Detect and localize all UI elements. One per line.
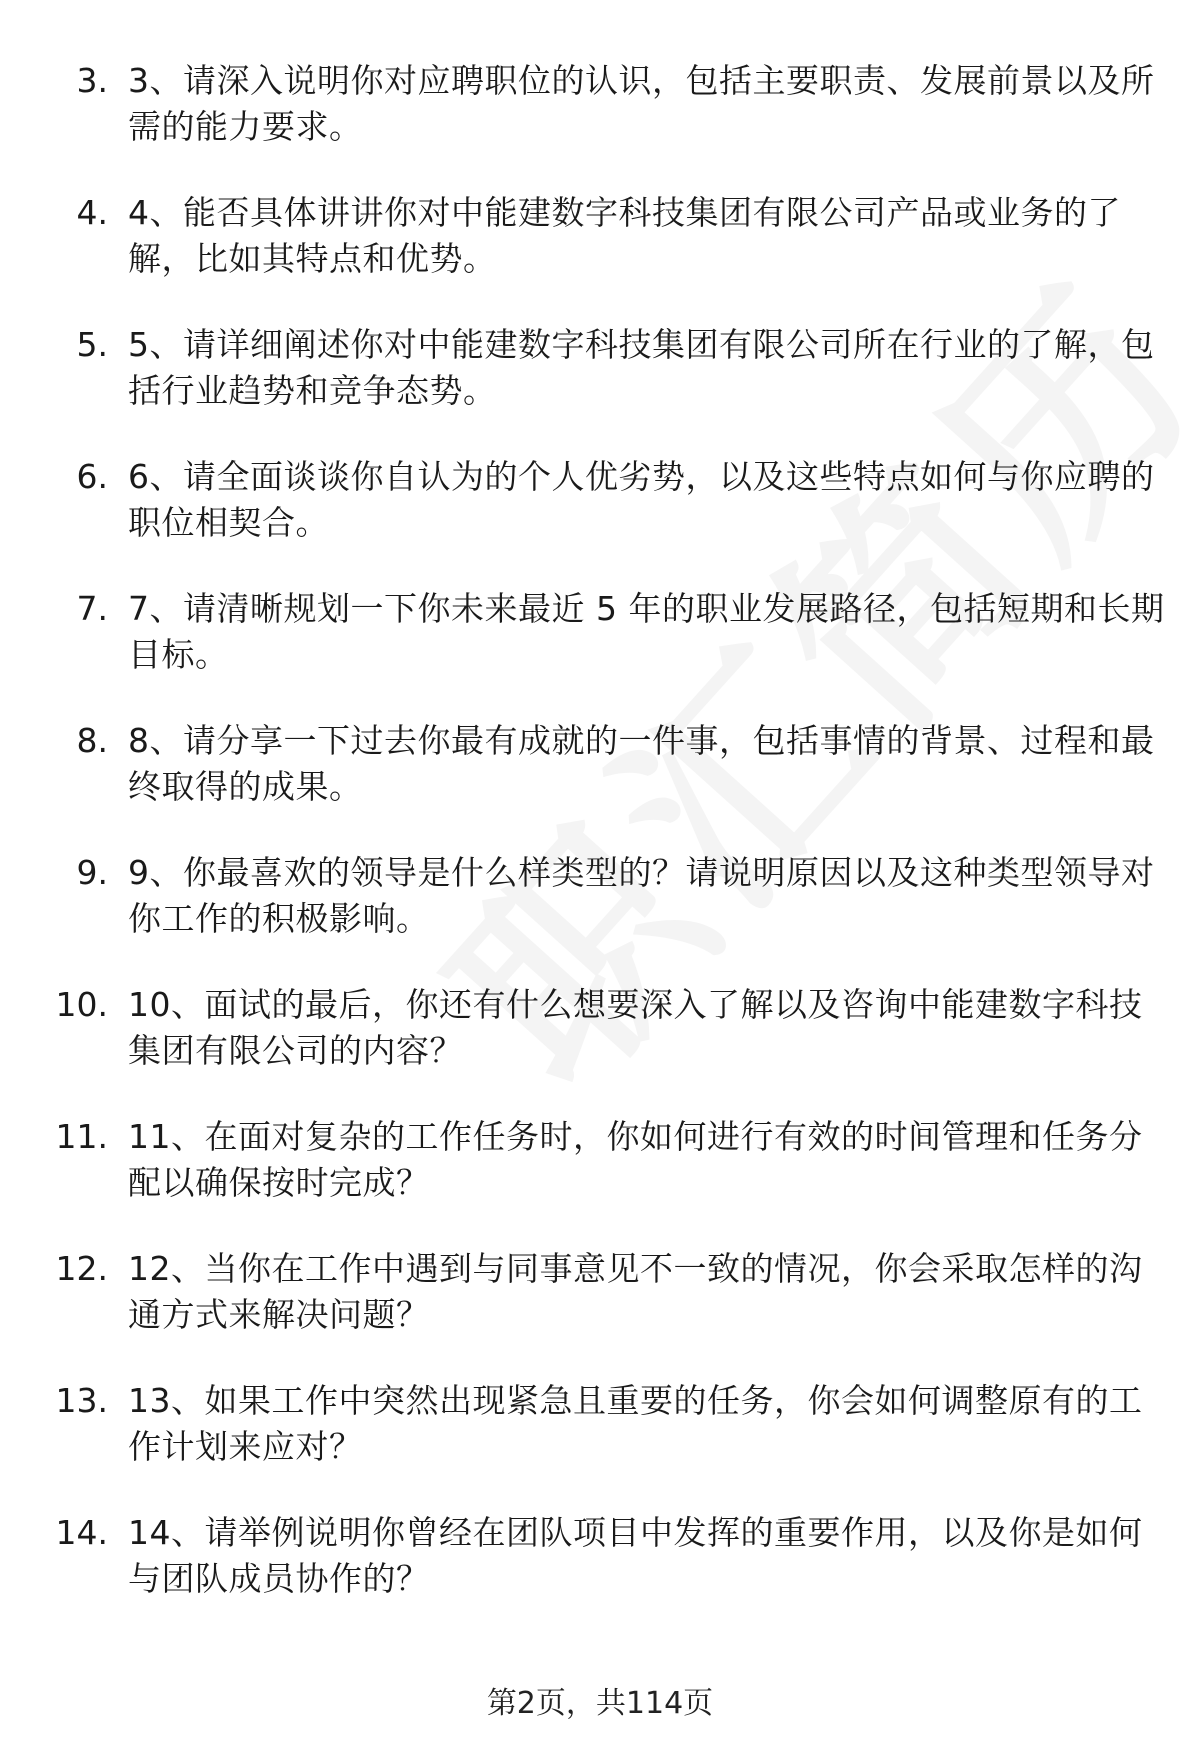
list-item	[0, 1510, 1200, 1602]
list-item	[0, 322, 1200, 414]
list-item	[0, 1246, 1200, 1338]
question-number: 5.	[76, 325, 108, 364]
list-item	[0, 190, 1200, 282]
question-text: 12、当你在工作中遇到与同事意见不一致的情况，你会采取怎样的沟通方式来解决问题？	[128, 1249, 1143, 1334]
question-text: 3、请深入说明你对应聘职位的认识，包括主要职责、发展前景以及所需的能力要求。	[128, 61, 1155, 146]
question-text: 13、如果工作中突然出现紧急且重要的任务，你会如何调整原有的工作计划来应对？	[128, 1381, 1143, 1466]
question-text: 7、请清晰规划一下你未来最近 5 年的职业发展路径，包括短期和长期目标。	[128, 589, 1165, 674]
list-item	[0, 718, 1200, 810]
question-text: 6、请全面谈谈你自认为的个人优劣势，以及这些特点如何与你应聘的职位相契合。	[128, 457, 1155, 542]
question-text: 5、请详细阐述你对中能建数字科技集团有限公司所在行业的了解，包括行业趋势和竞争态势。	[128, 325, 1155, 410]
question-text: 4、能否具体讲讲你对中能建数字科技集团有限公司产品或业务的了解，比如其特点和优势。	[128, 193, 1121, 278]
list-item	[0, 982, 1200, 1074]
question-number: 13.	[55, 1381, 108, 1420]
question-number: 6.	[76, 457, 108, 496]
question-number: 9.	[76, 853, 108, 892]
question-list	[0, 58, 1200, 1642]
list-item	[0, 1114, 1200, 1206]
question-number: 10.	[55, 985, 108, 1024]
list-item	[0, 586, 1200, 678]
page-footer: 第2页，共114页	[486, 1686, 714, 1721]
list-item	[0, 454, 1200, 546]
list-item	[0, 850, 1200, 942]
question-number: 12.	[55, 1249, 108, 1288]
question-text: 10、面试的最后，你还有什么想要深入了解以及咨询中能建数字科技集团有限公司的内容？	[128, 985, 1143, 1070]
question-number: 14.	[55, 1513, 108, 1552]
question-number: 8.	[76, 721, 108, 760]
question-number: 11.	[55, 1117, 108, 1156]
question-text: 11、在面对复杂的工作任务时，你如何进行有效的时间管理和任务分配以确保按时完成？	[128, 1117, 1143, 1202]
question-text: 9、你最喜欢的领导是什么样类型的？请说明原因以及这种类型领导对你工作的积极影响。	[128, 853, 1155, 938]
question-number: 4.	[76, 193, 108, 232]
list-item	[0, 58, 1200, 150]
question-text: 8、请分享一下过去你最有成就的一件事，包括事情的背景、过程和最终取得的成果。	[128, 721, 1155, 806]
question-number: 7.	[76, 589, 108, 628]
question-text: 14、请举例说明你曾经在团队项目中发挥的重要作用，以及你是如何与团队成员协作的？	[128, 1513, 1143, 1598]
list-item	[0, 1378, 1200, 1470]
question-number: 3.	[76, 61, 108, 100]
